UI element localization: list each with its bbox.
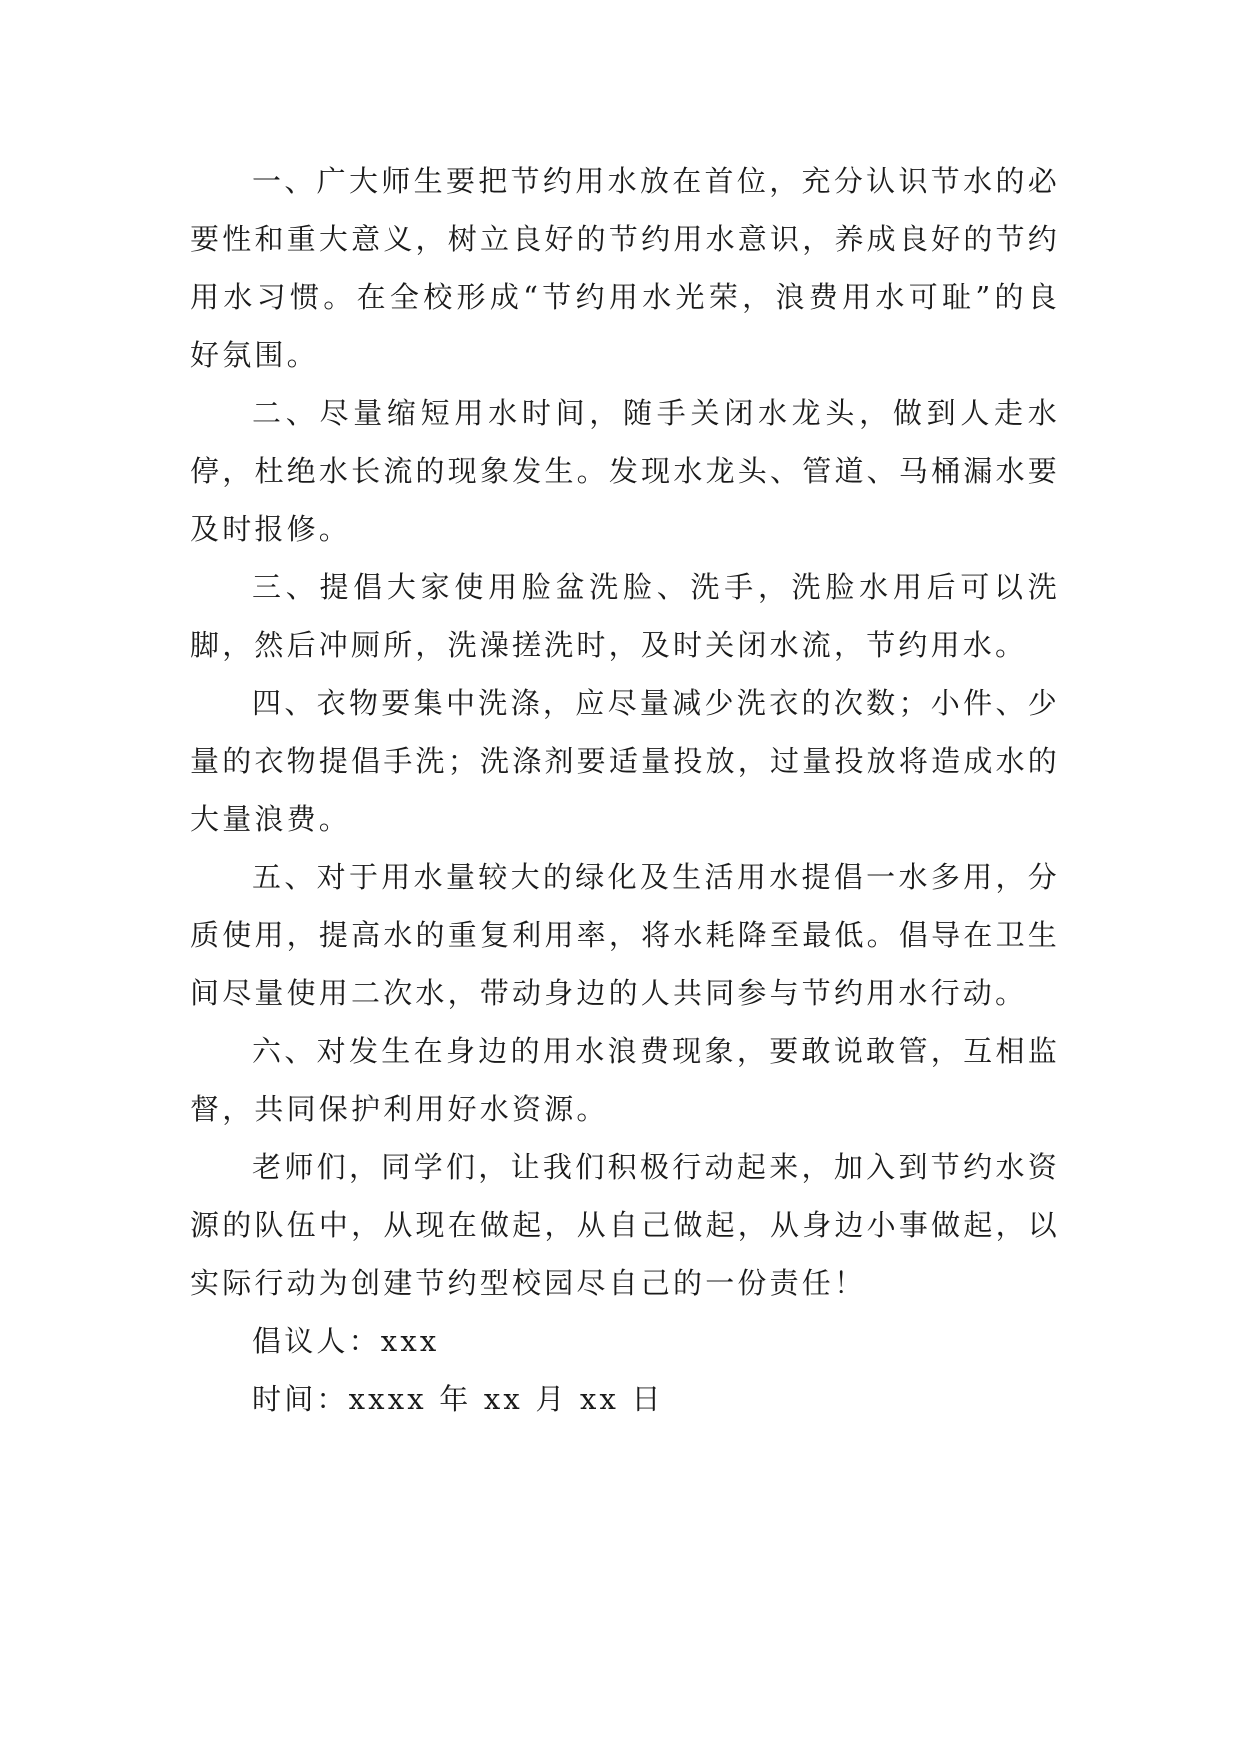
paragraph-1: 一、广大师生要把节约用水放在首位，充分认识节水的必要性和重大意义，树立良好的节约用水意识，养成良好的节约用水习惯。在全校形成“节约用水光荣，浪费用水可耻”的良好氛围。 (190, 164, 1060, 372)
paragraph-4: 四、衣物要集中洗涤，应尽量减少洗衣的次数；小件、少量的衣物提倡手洗；洗涤剂要适量投放，过量投放将造成水的大量浪费。 (190, 686, 1060, 836)
document-body (190, 152, 1060, 1428)
paragraph-6: 六、对发生在身边的用水浪费现象，要敢说敢管，互相监督，共同保护利用好水资源。 (190, 1034, 1060, 1126)
paragraph-2: 二、尽量缩短用水时间，随手关闭水龙头，做到人走水停，杜绝水长流的现象发生。发现水龙头、管道、马桶漏水要及时报修。 (190, 396, 1060, 546)
paragraph-5: 五、对于用水量较大的绿化及生活用水提倡一水多用，分质使用，提高水的重复利用率，将水耗降至最低。倡导在卫生间尽量使用二次水，带动身边的人共同参与节约用水行动。 (190, 860, 1060, 1010)
closing-paragraph: 老师们，同学们，让我们积极行动起来，加入到节约水资源的队伍中，从现在做起，从自己做起，从身边小事做起，以实际行动为创建节约型校园尽自己的一份责任！ (190, 1150, 1060, 1300)
date-line: 时间：xxxx 年 xx 月 xx 日 (252, 1382, 664, 1416)
paragraph-3: 三、提倡大家使用脸盆洗脸、洗手，洗脸水用后可以洗脚，然后冲厕所，洗澡搓洗时，及时关闭水流，节约用水。 (190, 570, 1060, 662)
proposer-line: 倡议人：xxx (252, 1324, 440, 1358)
